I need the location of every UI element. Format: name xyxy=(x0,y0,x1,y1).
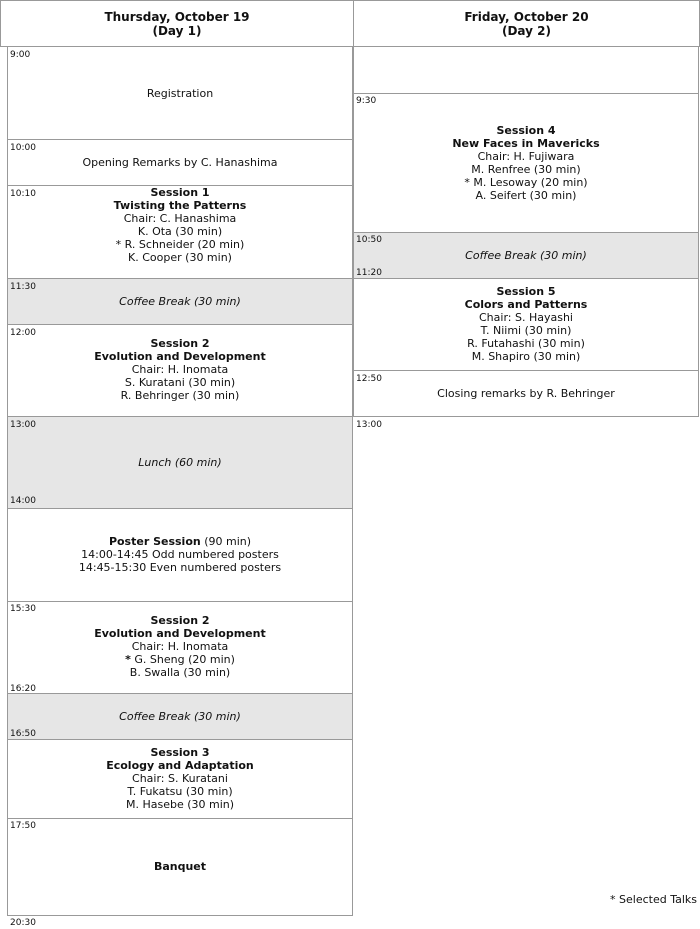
selected-talk-star: * xyxy=(125,653,131,666)
slot-banquet xyxy=(7,819,353,916)
time-label: 9:30 xyxy=(356,96,377,106)
talk-item: T. Fukatsu (30 min) xyxy=(127,785,233,798)
day-header-thursday xyxy=(0,0,353,47)
selected-talks-footnote: * Selected Talks xyxy=(610,893,697,906)
slot-opening-remarks xyxy=(7,140,353,186)
time-label: 9:00 xyxy=(10,50,31,60)
slot-session-4 xyxy=(353,94,699,233)
slot-session-3 xyxy=(7,740,353,819)
slot-session-2b xyxy=(7,602,353,694)
slot-label: Coffee Break (30 min) xyxy=(119,710,241,723)
slot-closing-remarks xyxy=(353,371,699,417)
time-label: 12:00 xyxy=(10,328,36,338)
talk-item: A. Seifert (30 min) xyxy=(475,189,577,202)
slot-poster-session xyxy=(7,509,353,602)
talk-item: * R. Schneider (20 min) xyxy=(115,238,245,251)
poster-duration: (90 min) xyxy=(200,535,252,548)
slot-coffee-break-1 xyxy=(7,279,353,325)
time-label: 11:30 xyxy=(10,282,36,292)
session-title: Session 1 xyxy=(150,186,210,199)
time-label: 16:20 xyxy=(10,684,36,694)
session-title: Session 2 xyxy=(150,337,210,350)
day-title: Friday, October 20 xyxy=(464,9,589,24)
poster-line: 14:45-15:30 Even numbered posters xyxy=(78,561,282,574)
talk-item: K. Ota (30 min) xyxy=(137,225,223,238)
talk-item: B. Swalla (30 min) xyxy=(129,666,231,679)
time-label: 13:00 xyxy=(356,420,382,430)
session-subtitle: Colors and Patterns xyxy=(464,298,588,311)
talk-item: M. Shapiro (30 min) xyxy=(471,350,581,363)
slot-lunch xyxy=(7,417,353,509)
slot-label: Banquet xyxy=(153,860,207,873)
slot-session-1 xyxy=(7,186,353,279)
slot-label: Opening Remarks by C. Hanashima xyxy=(82,156,278,169)
slot-empty xyxy=(353,47,699,94)
session-subtitle: Ecology and Adaptation xyxy=(106,759,254,772)
day-subtitle: (Day 1) xyxy=(152,23,202,38)
slot-label: Coffee Break (30 min) xyxy=(465,249,587,262)
session-chair: Chair: S. Kuratani xyxy=(132,772,228,785)
slot-label: Lunch (60 min) xyxy=(138,456,222,469)
slot-registration xyxy=(7,47,353,140)
slot-label: Coffee Break (30 min) xyxy=(119,295,241,308)
poster-line: 14:00-14:45 Odd numbered posters xyxy=(81,548,279,561)
slot-label: Registration xyxy=(146,87,214,100)
time-label: 10:50 xyxy=(356,235,382,245)
talk-item: S. Kuratani (30 min) xyxy=(124,376,236,389)
session-title: Session 4 xyxy=(496,124,556,137)
session-subtitle: Evolution and Development xyxy=(94,350,266,363)
session-subtitle: New Faces in Mavericks xyxy=(452,137,600,150)
slot-label: Closing remarks by R. Behringer xyxy=(437,387,615,400)
session-chair: Chair: H. Inomata xyxy=(131,363,229,376)
poster-title: Poster Session xyxy=(108,535,201,548)
time-label: 20:30 xyxy=(10,918,36,928)
talk-item: T. Niimi (30 min) xyxy=(480,324,572,337)
session-chair: Chair: C. Hanashima xyxy=(123,212,237,225)
slot-coffee-break-2 xyxy=(7,694,353,740)
session-chair: Chair: H. Fujiwara xyxy=(477,150,575,163)
slot-coffee-break-friday xyxy=(353,233,699,279)
session-title: Session 2 xyxy=(150,614,210,627)
time-label: 17:50 xyxy=(10,821,36,831)
talk-item: M. Hasebe (30 min) xyxy=(125,798,235,811)
session-subtitle: Twisting the Patterns xyxy=(113,199,247,212)
time-label: 12:50 xyxy=(356,374,382,384)
talk-item: K. Cooper (30 min) xyxy=(128,251,232,264)
session-title: Session 5 xyxy=(496,285,556,298)
day-subtitle: (Day 2) xyxy=(501,23,551,38)
session-chair: Chair: H. Inomata xyxy=(131,640,229,653)
day-title: Thursday, October 19 xyxy=(104,9,250,24)
session-subtitle: Evolution and Development xyxy=(94,627,266,640)
time-label: 11:20 xyxy=(356,268,382,278)
day-header-friday xyxy=(353,0,700,47)
session-title: Session 3 xyxy=(150,746,210,759)
talk-item: R. Behringer (30 min) xyxy=(120,389,240,402)
talk-item: M. Renfree (30 min) xyxy=(471,163,581,176)
slot-session-2a xyxy=(7,325,353,417)
time-label: 16:50 xyxy=(10,729,36,739)
talk-item: G. Sheng (20 min) xyxy=(134,653,235,666)
time-label: 15:30 xyxy=(10,604,36,614)
time-label: 10:00 xyxy=(10,143,36,153)
session-chair: Chair: S. Hayashi xyxy=(479,311,573,324)
time-label: 10:10 xyxy=(10,189,36,199)
talk-item: * M. Lesoway (20 min) xyxy=(464,176,588,189)
talk-item: R. Futahashi (30 min) xyxy=(467,337,585,350)
time-label: 14:00 xyxy=(10,496,36,506)
slot-session-5 xyxy=(353,279,699,371)
time-label: 13:00 xyxy=(10,420,36,430)
